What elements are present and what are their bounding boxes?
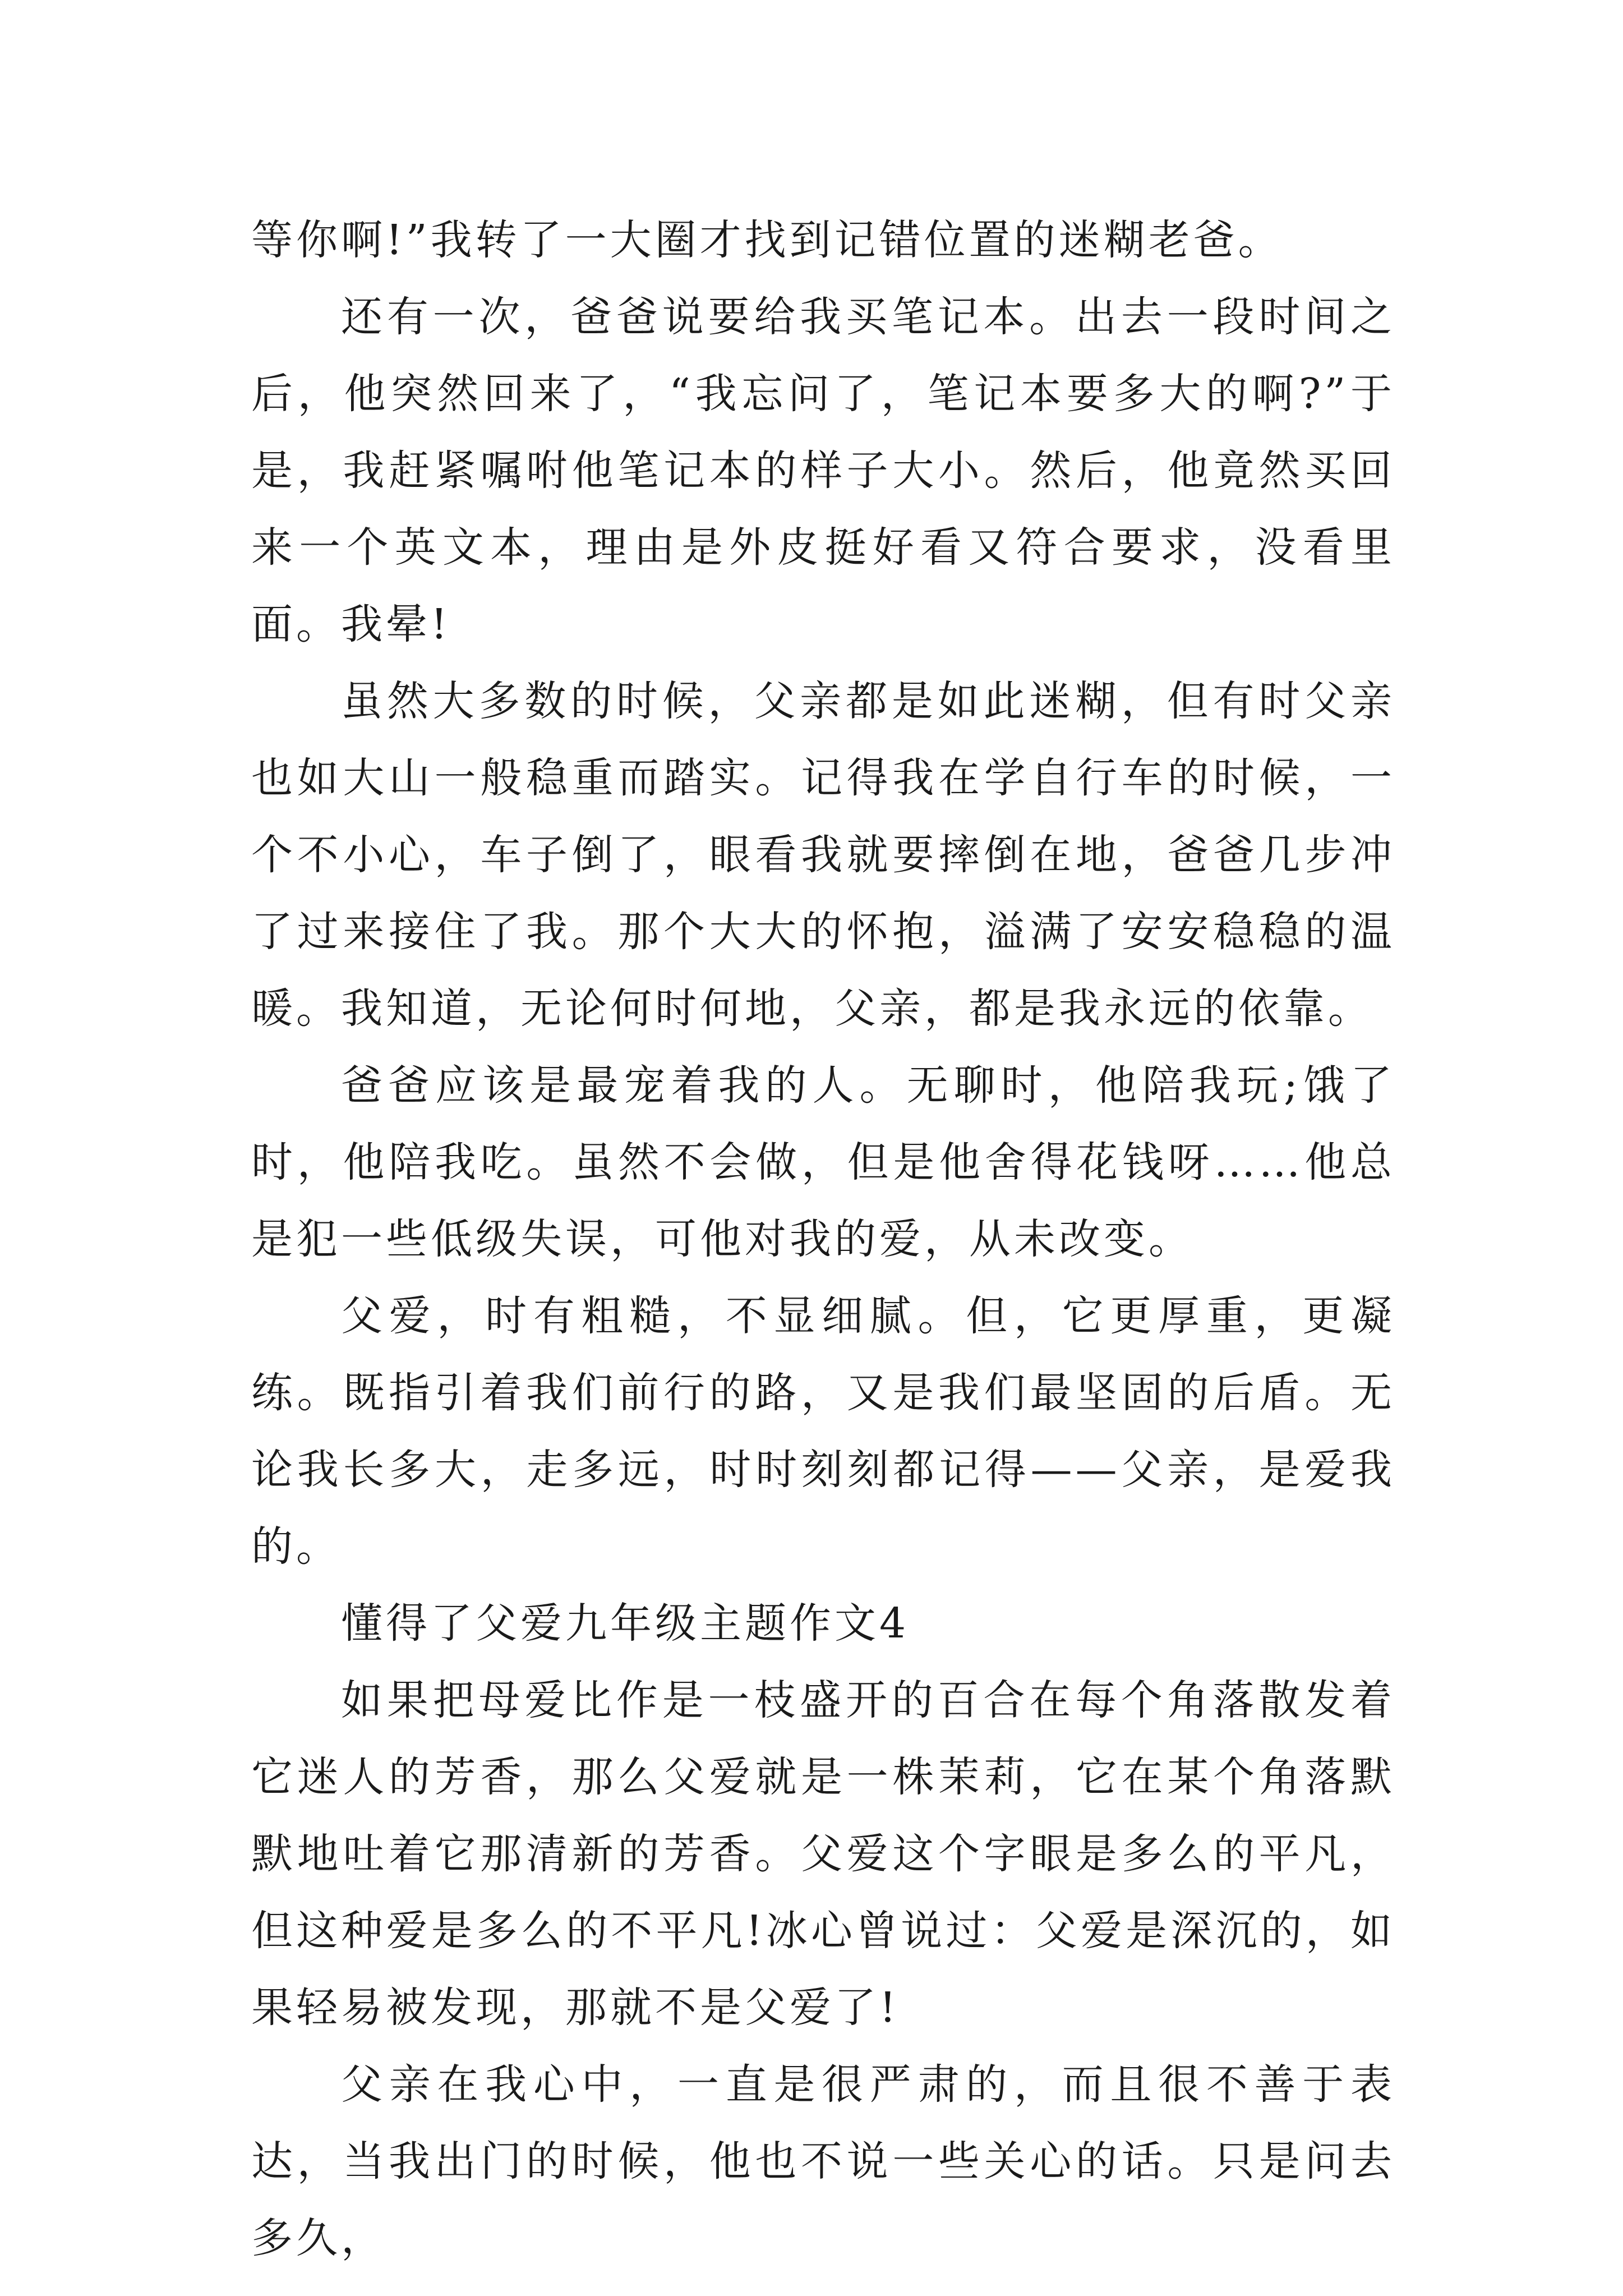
paragraph-2: 还有一次，爸爸说要给我买笔记本。出去一段时间之后，他突然回来了，“我忘问了，笔记本要多大的啊?”于是，我赶紧嘱咐他笔记本的样子大小。然后，他竟然买回来一个英文本，理由是外皮挺好看又符合要求，没看里面。我晕! xyxy=(251,293,1395,648)
paragraph-3: 虽然大多数的时候，父亲都是如此迷糊，但有时父亲也如大山一般稳重而踏实。记得我在学自行车的时候，一个不小心，车子倒了，眼看我就要摔倒在地，爸爸几步冲了过来接住了我。那个大大的怀抱，溢满了安安稳稳的温暖。我知道，无论何时何地，父亲，都是我永远的依靠。 xyxy=(251,677,1395,1033)
paragraph-4: 爸爸应该是最宠着我的人。无聊时，他陪我玩;饿了时，他陪我吃。虽然不会做，但是他舍得花钱呀……他总是犯一些低级失误，可他对我的爱，从未改变。 xyxy=(251,1061,1395,1263)
section-paragraph-2: 父亲在我心中，一直是很严肃的，而且很不善于表达，当我出门的时候，他也不说一些关心的话。只是问去多久， xyxy=(251,2060,1395,2262)
section-title: 懂得了父爱九年级主题作文4 xyxy=(341,1599,910,1648)
paragraph-1: 等你啊!”我转了一大圈才找到记错位置的迷糊老爸。 xyxy=(251,216,1283,264)
paragraph-5: 父爱，时有粗糙，不显细腻。但，它更厚重，更凝练。既指引着我们前行的路，又是我们最坚固的后盾。无论我长多大，走多远，时时刻刻都记得——父亲，是爱我的。 xyxy=(251,1292,1395,1571)
section-paragraph-1: 如果把母爱比作是一枝盛开的百合在每个角落散发着它迷人的芳香，那么父爱就是一株茉莉，它在某个角落默默地吐着它那清新的芳香。父爱这个字眼是多么的平凡，但这种爱是多么的不平凡!冰心曾说过：父爱是深沉的，如果轻易被发现，那就不是父爱了! xyxy=(251,1676,1395,2032)
document-page xyxy=(251,202,1395,2277)
